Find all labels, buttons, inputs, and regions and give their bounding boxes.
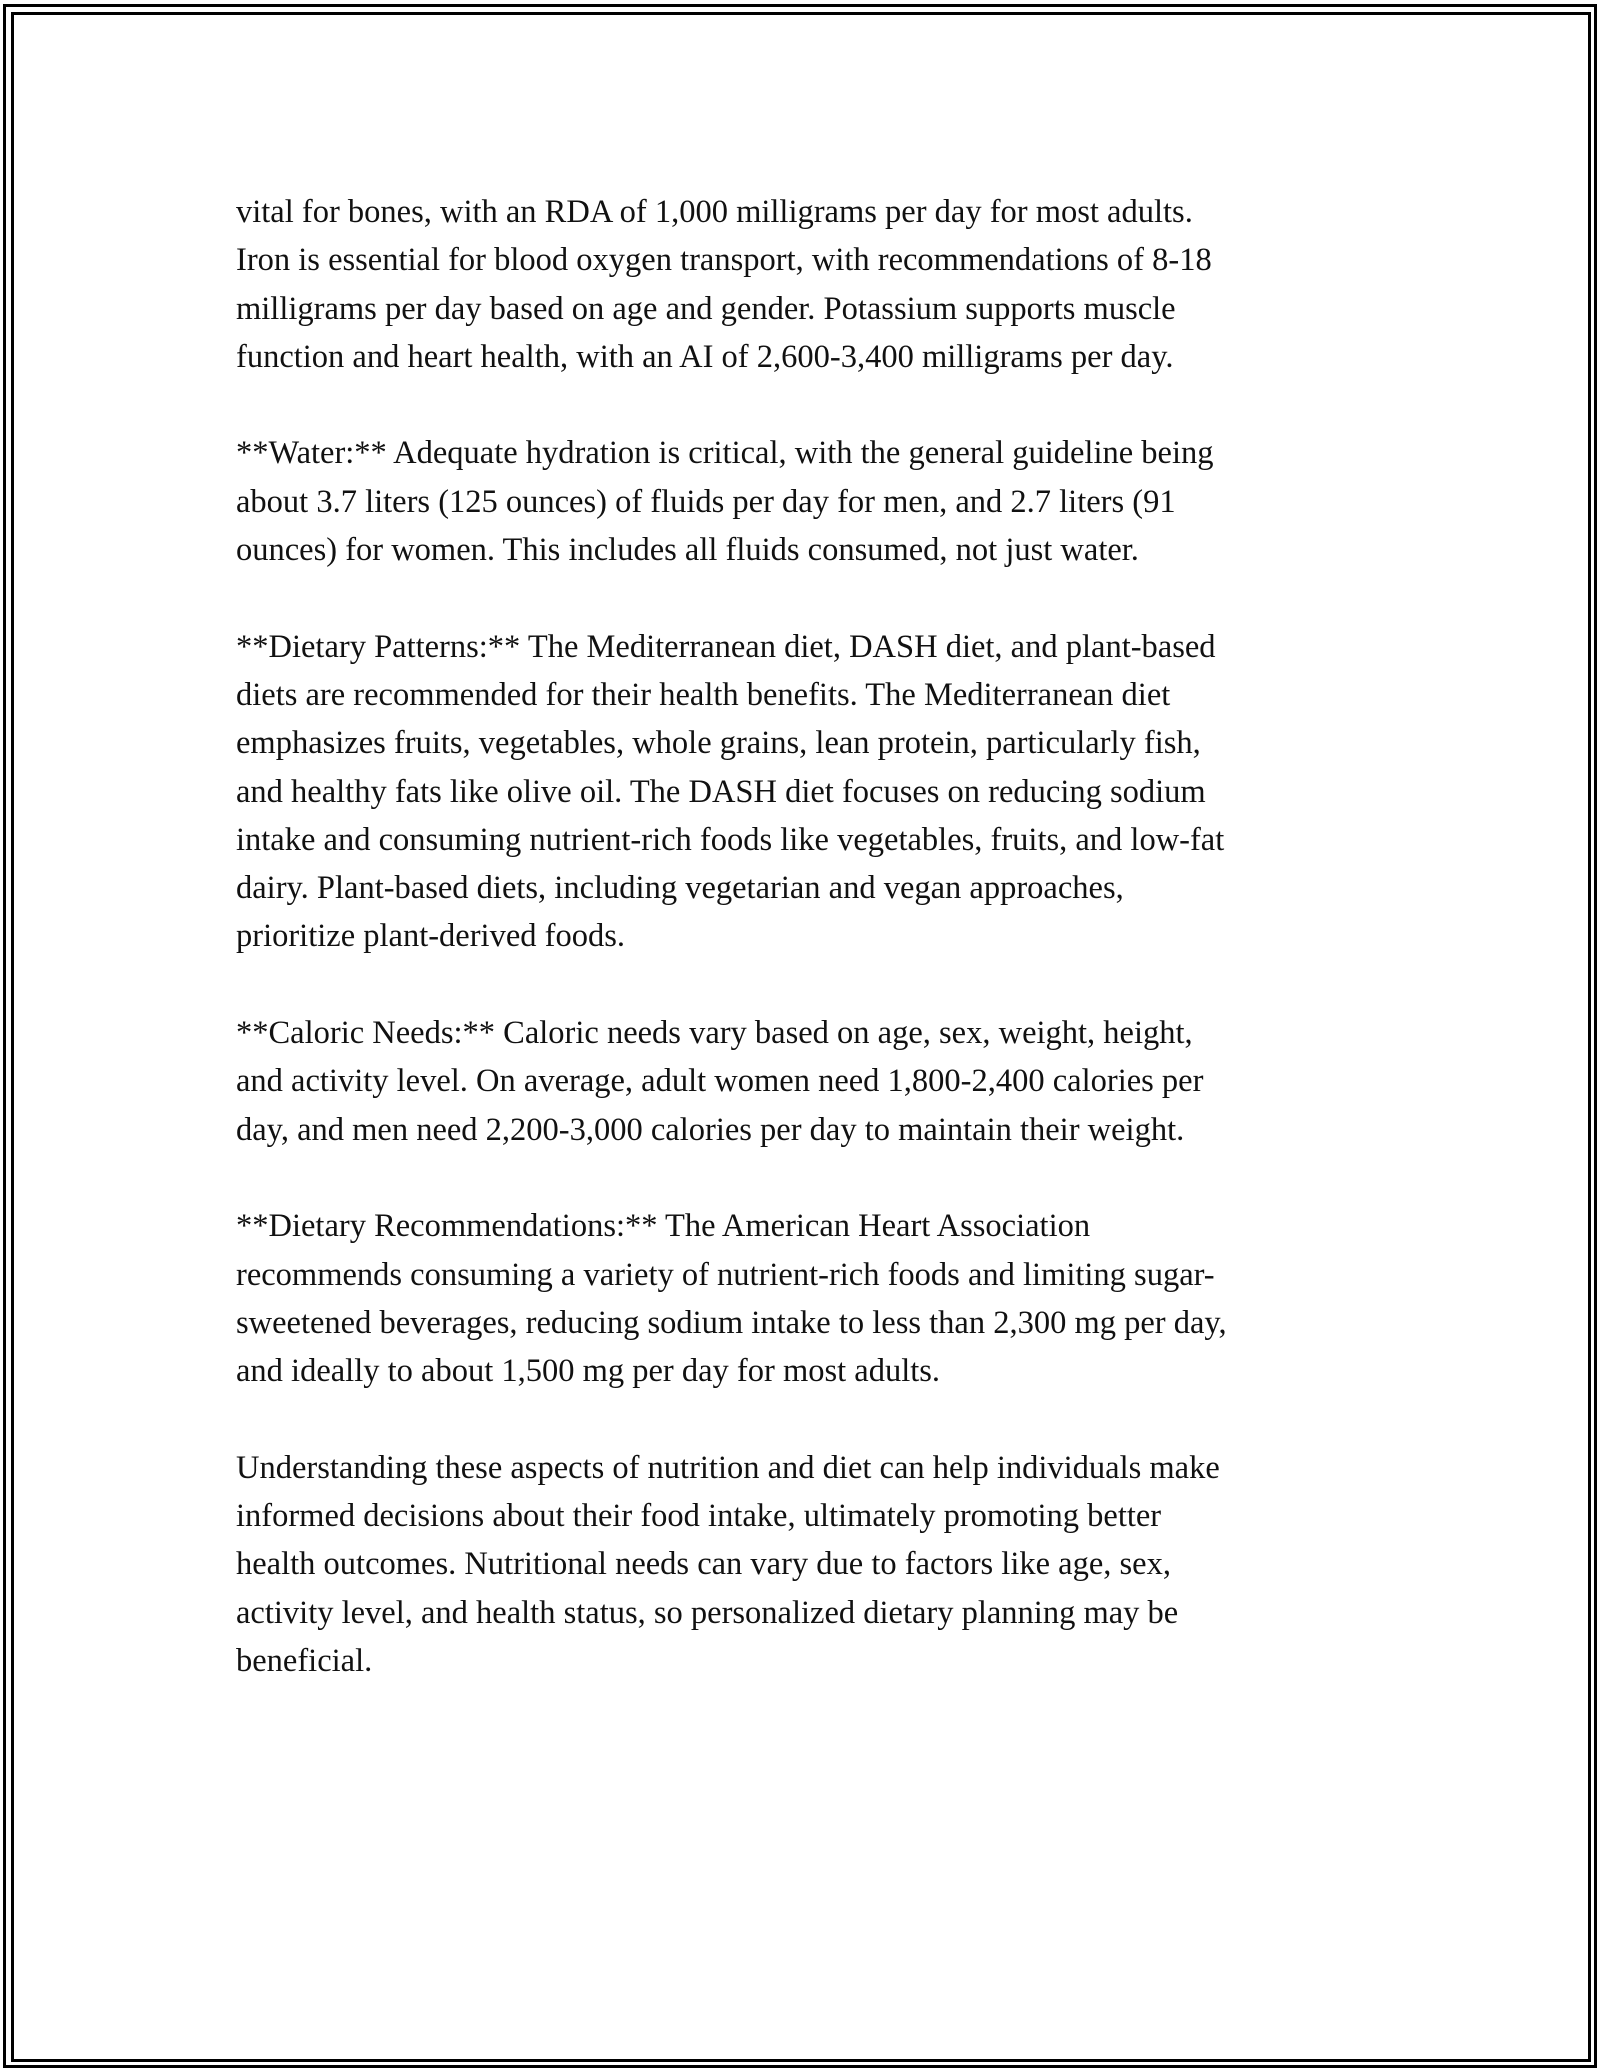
- document-body: [236, 188, 1364, 1734]
- paragraph-conclusion: Understanding these aspects of nutrition and diet can help individuals make informed decisions about their food intake, ultimately promoting better health outcomes. Nutritional needs can vary due to factors like age, sex, activity level, and health status, so personalized dietary planning may be beneficial.: [236, 1449, 1220, 1679]
- paragraph-dietary-patterns: **Dietary Patterns:** The Mediterranean diet, DASH diet, and plant-based diets are recommended for their health benefits. The Mediterranean diet emphasizes fruits, vegetables, whole grains, lean protein, particularly fish, and healthy fats like olive oil. The DASH diet focuses on reducing sodium intake and consuming nutrient-rich foods like vegetables, fruits, and low-fat dairy. Plant-based diets, including vegetarian and vegan approaches, prioritize plant-derived foods.: [236, 628, 1225, 955]
- paragraph-caloric-needs: **Caloric Needs:** Caloric needs vary based on age, sex, weight, height, and activity level. On average, adult women need 1,800-2,400 calories per day, and men need 2,200-3,000 calories per day to maintain their weight.: [236, 1015, 1204, 1148]
- paragraph-dietary-recommendations: **Dietary Recommendations:** The American Heart Association recommends consuming a variety of nutrient-rich foods and limiting sugar- sweetened beverages, reducing sodium intake to less than 2,300 mg per day, and ideally to about 1,500 mg per day for most adults.: [236, 1208, 1227, 1390]
- paragraph-minerals: vital for bones, with an RDA of 1,000 milligrams per day for most adults. Iron is essential for blood oxygen transport, with recommendations of 8-18 milligrams per day based on age and gender. Potassium supports muscle function and heart health, with an AI of 2,600-3,400 milligrams per day.: [236, 194, 1212, 375]
- paragraph-water: **Water:** Adequate hydration is critical, with the general guideline being about 3.7 liters (125 ounces) of fluids per day for men, and 2.7 liters (91 ounces) for women. This includes all fluids consumed, not just water.: [236, 435, 1214, 569]
